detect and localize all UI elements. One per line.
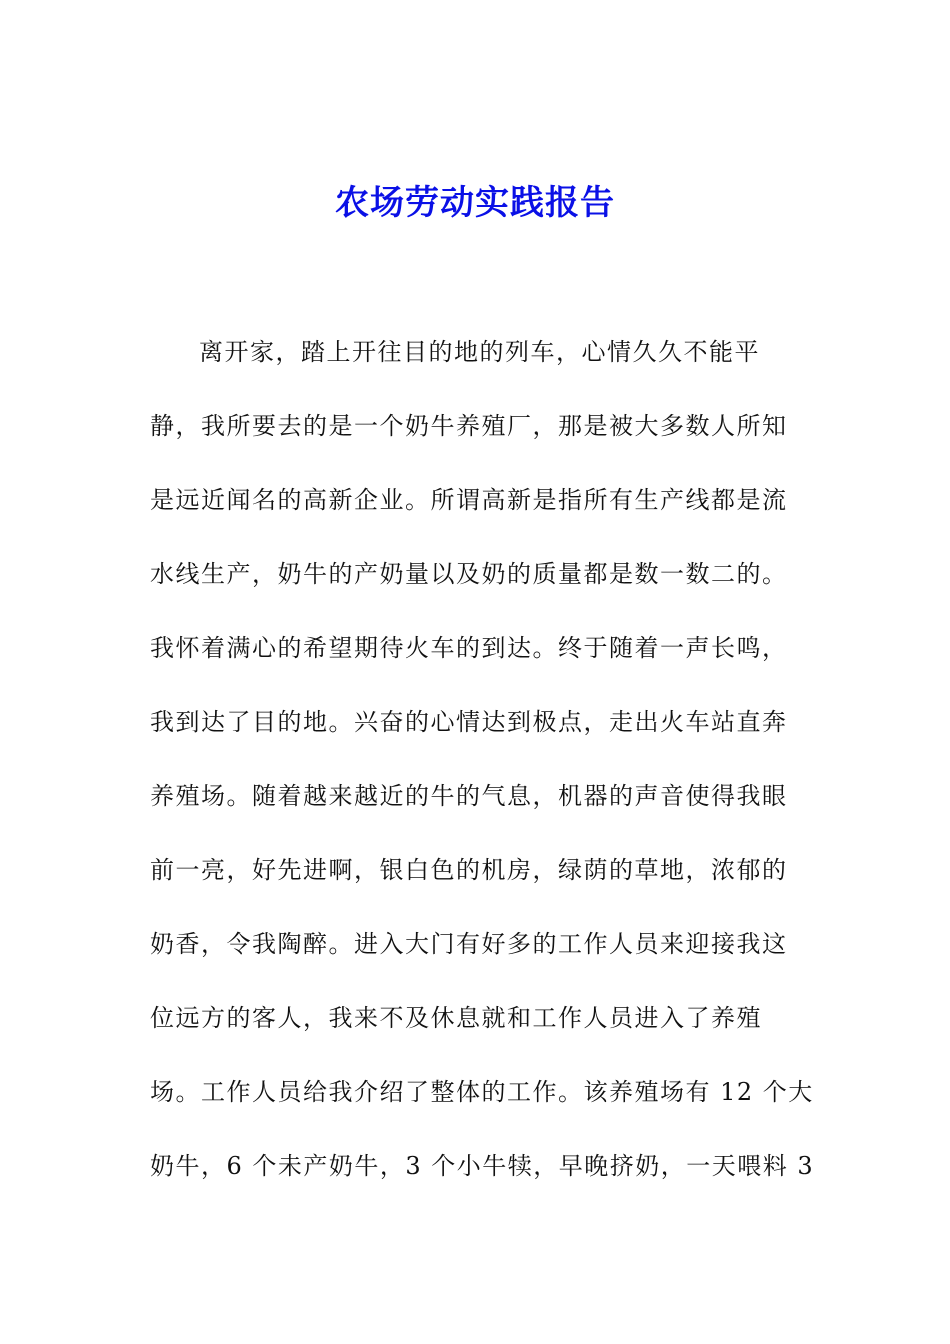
paragraph-line-1: 离开家，踏上开往目的地的列车，心情久久不能平 — [199, 338, 760, 366]
paragraph-line-2: 静，我所要去的是一个奶牛养殖厂，那是被大多数人所知 — [150, 412, 788, 440]
paragraph-line-12: 奶牛，6 个未产奶牛，3 个小牛犊，早晚挤奶，一天喂料 3 — [150, 1152, 815, 1180]
paragraph-line-7: 养殖场。随着越来越近的牛的气息，机器的声音使得我眼 — [150, 782, 788, 810]
paragraph-line-9: 奶香，令我陶醉。进入大门有好多的工作人员来迎接我这 — [150, 930, 788, 958]
paragraph-line-4: 水线生产，奶牛的产奶量以及奶的质量都是数一数二的。 — [150, 560, 788, 588]
paragraph-line-6: 我到达了目的地。兴奋的心情达到极点，走出火车站直奔 — [150, 708, 788, 736]
paragraph-line-5: 我怀着满心的希望期待火车的到达。终于随着一声长鸣， — [150, 634, 788, 662]
paragraph-line-10: 位远方的客人，我来不及休息就和工作人员进入了养殖 — [150, 1004, 762, 1032]
paragraph-line-3: 是远近闻名的高新企业。所谓高新是指所有生产线都是流 — [150, 486, 788, 514]
paragraph-line-11: 场。工作人员给我介绍了整体的工作。该养殖场有 12 个大 — [150, 1078, 814, 1106]
paragraph-line-8: 前一亮，好先进啊，银白色的机房，绿荫的草地，浓郁的 — [150, 856, 788, 884]
document-title: 农场劳动实践报告 — [335, 183, 615, 223]
